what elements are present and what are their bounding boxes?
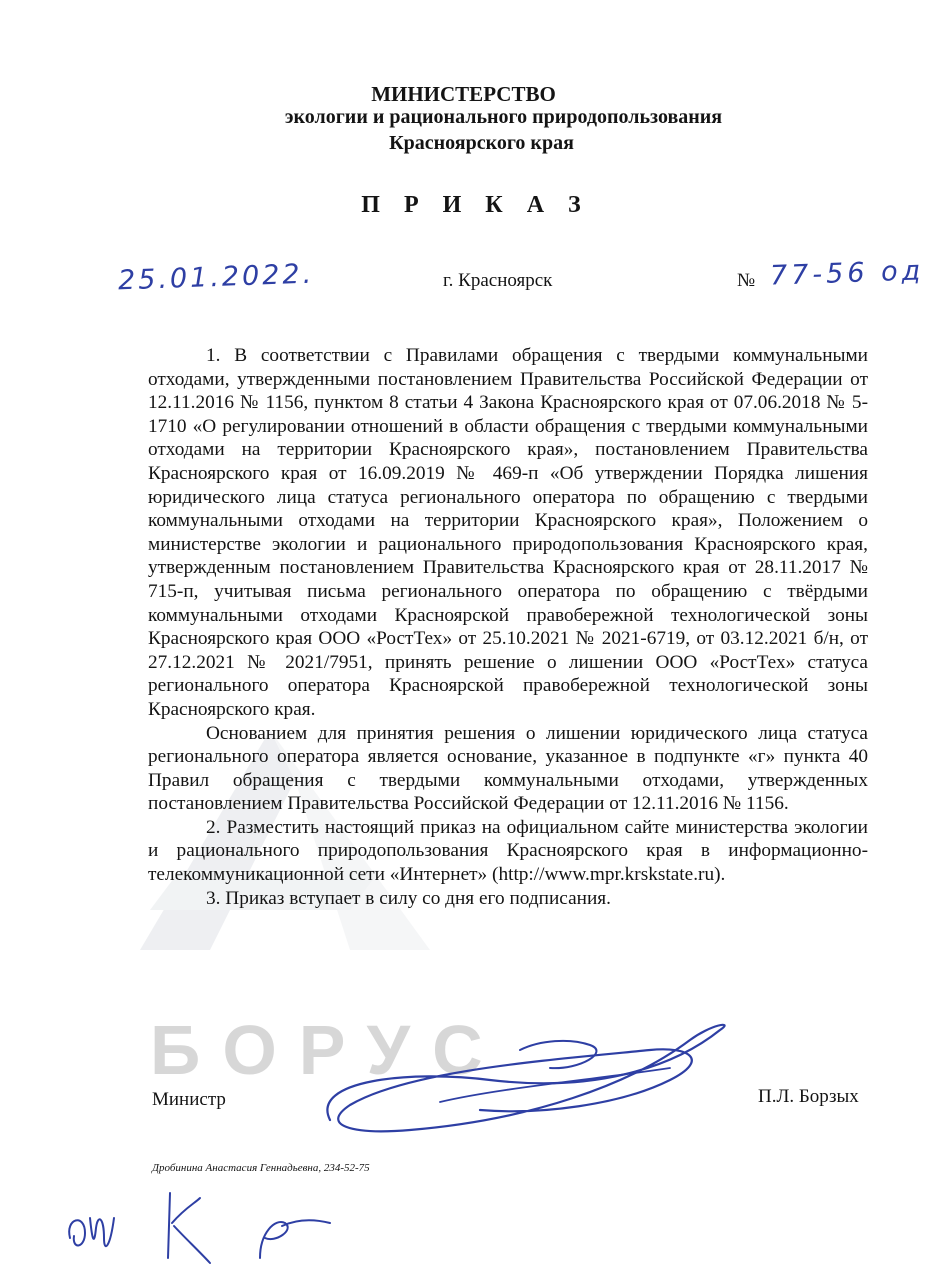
paragraph-1: 1. В соответствии с Правилами обращения с твердыми коммунальными отходами, утвержденными постановлением Правительства Российской Федерации от 12.11.2016 № 1156, пунктом 8 статьи 4 Закона Красноярского края от 07.06.2018 № 5-1710 «О регулировании отношений в области обращения с твердыми коммунальными отходами на территории Красноярского края», постановлением Правительства Красноярского края от 16.09.2019 № 469-п «Об утверждении Порядка лишения юридического лица статуса регионального оператора по обращению с твердыми коммунальными отходами на территории Красноярского края», Положением о министерстве экологии и рационального природопользования Красноярского края, утвержденным постановлением Правительства Красноярского края от 28.11.2017 № 715-п, учитывая письма регионального оператора по обращению с твёрдыми коммунальными отходами Красноярской правобережной технологической зоны Красноярского края ООО «РостТех» от 25.10.2021 № 2021-6719, от 03.12.2021 б/н, от 27.12.2021 № 2021/7951, принять решение о лишении ООО «РостТех» статуса регионального оператора Красноярской правобережной технологической зоны Красноярского края. xyxy=(148,345,868,720)
order-body xyxy=(148,344,868,910)
minister-name: П.Л. Борзых xyxy=(758,1086,859,1107)
ministry-region: Красноярского края xyxy=(389,132,574,154)
paragraph-3: 3. Приказ вступает в силу со дня его подписания. xyxy=(206,887,611,909)
watermark-text: БОРУС xyxy=(150,1011,505,1089)
handwritten-number: 77-56 од xyxy=(769,255,925,292)
ministry-title: МИНИСТЕРСТВО xyxy=(371,82,556,106)
handwritten-date: 25.01.2022. xyxy=(117,258,315,297)
paragraph-1-basis: Основанием для принятия решения о лишении юридического лица статуса регионального оператора является основание, указанное в подпункте «г» пункта 40 Правил обращения с твердыми коммунальными отходами, утвержденных постановлением Правительства Российской Федерации от 12.11.2016 № 1156. xyxy=(148,722,868,815)
handwritten-signature xyxy=(290,1010,750,1150)
ministry-subtitle: экологии и рационального природопользования xyxy=(284,106,723,128)
paragraph-2: 2. Разместить настоящий приказ на официальном сайте министерства экологии и рационального природопользования Красноярского края в информационно-телекоммуникационной сети «Интернет» (http://www.mpr.krskstate.ru). xyxy=(148,816,868,886)
city: г. Красноярск xyxy=(443,270,553,291)
executor-line: Дробинина Анастасия Геннадьевна, 234-52-75 xyxy=(152,1162,370,1174)
handwritten-initials xyxy=(60,1178,340,1273)
number-label: № xyxy=(737,270,756,291)
minister-position: Министр xyxy=(152,1089,226,1110)
document-title: П Р И К А З xyxy=(361,192,590,218)
